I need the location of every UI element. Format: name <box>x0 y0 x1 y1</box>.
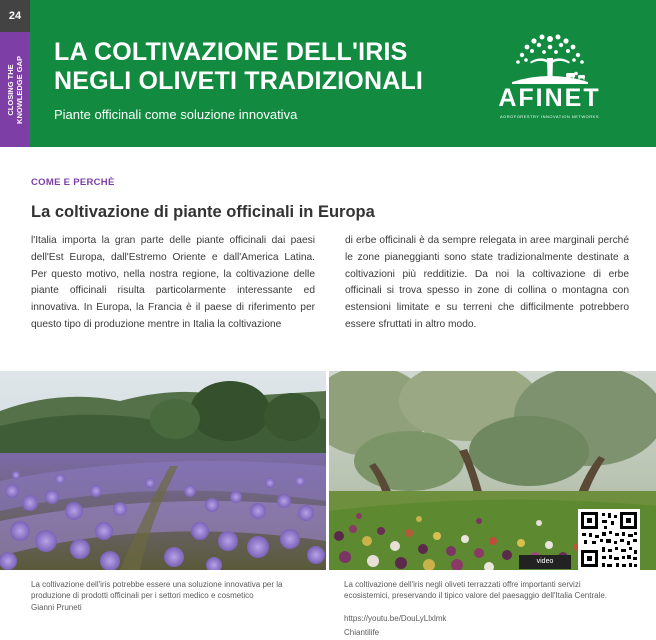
qr-code-icon <box>578 509 640 570</box>
afinet-logo <box>492 30 607 130</box>
photo-credit-1: Gianni Pruneti <box>31 603 82 612</box>
page-title-line1: LA COLTIVAZIONE DELL'IRIS <box>54 38 408 66</box>
photo-credit-2: Chiantilife <box>344 628 380 637</box>
page-subtitle: Piante officinali come soluzione innovativa <box>54 107 298 122</box>
page-title-line2: NEGLI OLIVETI TRADIZIONALI <box>54 67 424 95</box>
logo-name: AFINET <box>498 84 601 112</box>
video-link[interactable]: https://youtu.be/DouLyLlxlmk <box>344 614 447 623</box>
side-tab-text <box>6 35 24 145</box>
page-title <box>54 38 474 96</box>
header-banner <box>0 0 656 147</box>
body-text-column-2: di erbe officinali è da sempre relegata in aree marginali perché le zone pianeggianti sono state tradizionalmente destinate a coltivazioni più redditizie. Da noi la coltivazione di erbe officinali si trova spesso in zone di collina o montagna con estensioni limitate e su terreni che difficilmente potrebbero essere sfruttati in altro modo. <box>345 235 629 330</box>
body-text-column-1: l'Italia importa la gran parte delle piante officinali dai paesi dell'Est Europa, dall'Estremo Oriente e dall'America Latina. Per questo motivo, nella nostra regione, la coltivazione delle piante officinali risulta particolarmente interessante ed innovativa. In Europa, la Francia è il paese di riferimento per questo tipo di produzione mentre in Italia la coltivazione <box>31 235 315 330</box>
page-number: 24 <box>0 0 30 32</box>
photo-caption-1: La coltivazione dell'iris potrebbe essere una soluzione innovativa per la produzione di prodotti officinali per i settori medico e cosmetico <box>31 580 283 600</box>
tree-with-animals-icon <box>506 30 594 86</box>
iris-field-photo <box>0 371 326 570</box>
side-tab <box>0 32 30 147</box>
side-tab-line2: KNOWLEDGE GAP <box>15 56 24 124</box>
photo-caption-2: La coltivazione dell'iris negli oliveti terrazzati offre importanti servizi ecosistemici, preservando il tipico valore del paesaggio dell'Italia Centrale. <box>344 580 607 600</box>
logo-tagline: AGROFORESTRY INNOVATION NETWORKS <box>499 114 600 119</box>
qr-code[interactable] <box>578 509 640 570</box>
section-label: COME E PERCHÈ <box>31 177 115 188</box>
video-label[interactable]: video <box>519 555 571 569</box>
side-tab-line1: CLOSING THE <box>6 64 15 116</box>
section-title: La coltivazione di piante officinali in Europa <box>31 203 375 221</box>
